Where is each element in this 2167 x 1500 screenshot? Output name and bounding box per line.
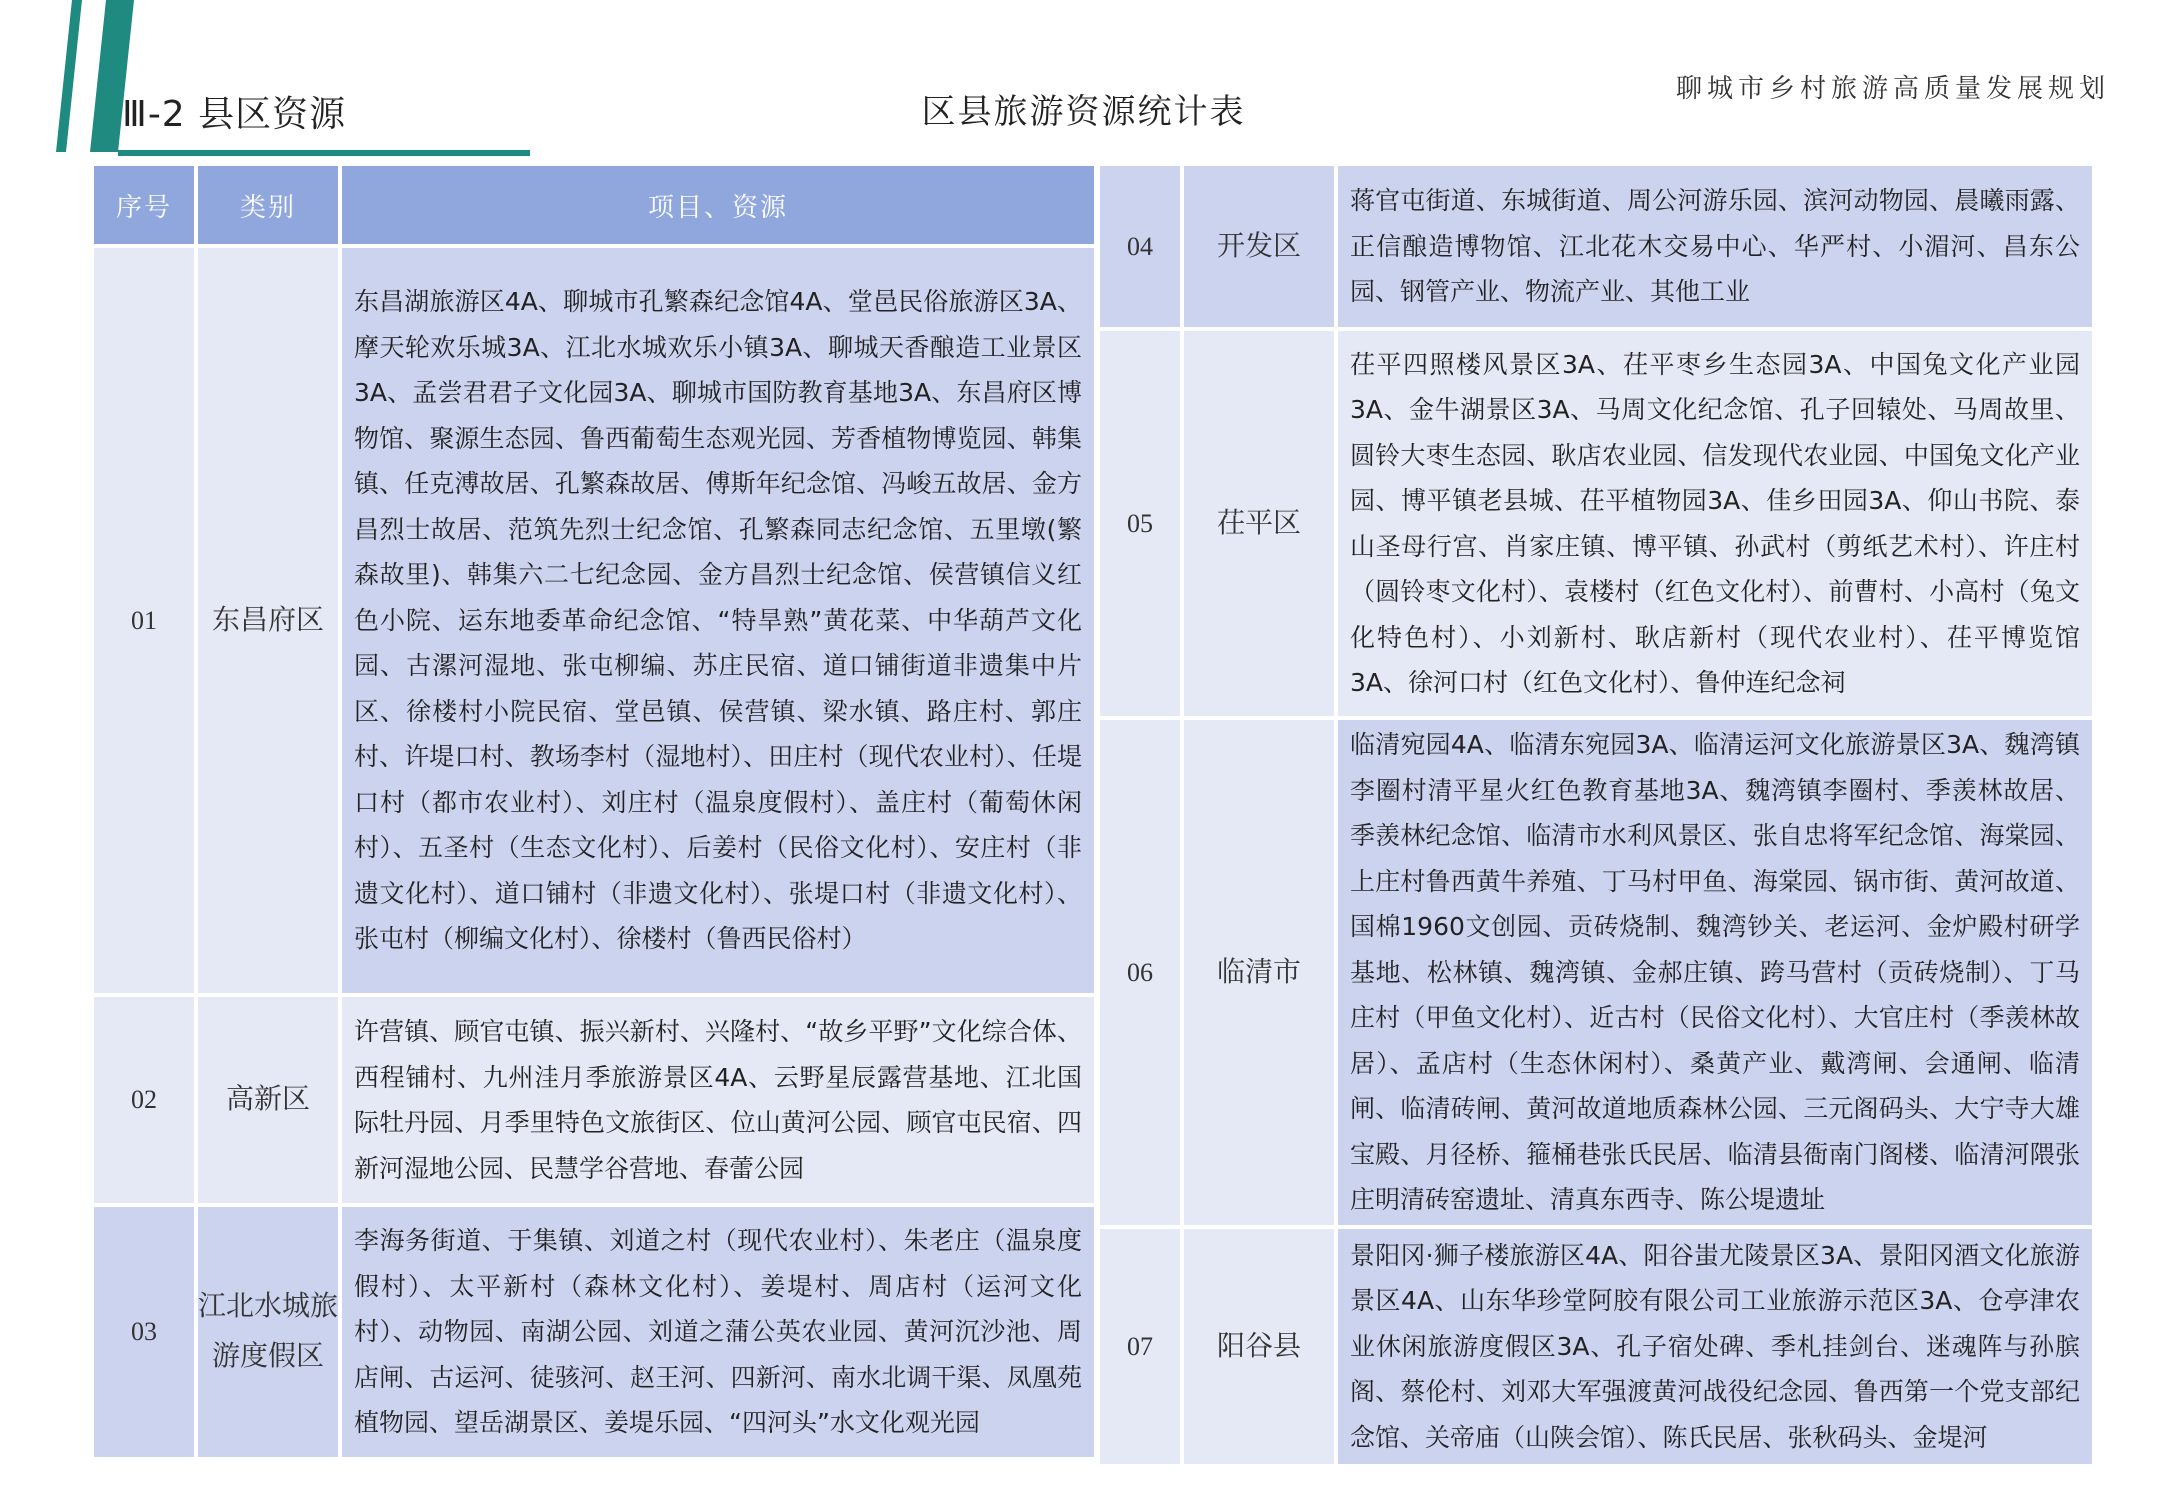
row-category: 临清市 [1184,720,1334,1225]
table-row [94,997,1094,1203]
document-title: 聊城市乡村旅游高质量发展规划 [1675,74,2110,104]
row-number: 06 [1100,720,1180,1225]
row-items: 茌平四照楼风景区3A、茌平枣乡生态园3A、中国兔文化产业园3A、金牛湖景区3A、马周文化纪念馆、孔子回辕处、马周故里、圆铃大枣生态园、耿店农业园、信发现代农业园、中国兔文化产业园、博平镇老县城、茌平植物园3A、佳乡田园3A、仰山书院、泰山圣母行宫、肖家庄镇、博平镇、孙武村（剪纸艺术村）、许庄村（圆铃枣文化村）、袁楼村（红色文化村）、前曹村、小高村（兔文化特色村）、小刘新村、耿店新村（现代农业村）、茌平博览馆3A、徐河口村（红色文化村）、鲁仲连纪念祠 [1338,331,2092,716]
row-category: 高新区 [198,997,338,1203]
row-items: 临清宛园4A、临清东宛园3A、临清运河文化旅游景区3A、魏湾镇李圈村清平星火红色教育基地3A、魏湾镇李圈村、季羡林故居、季羡林纪念馆、临清市水利风景区、张自忠将军纪念馆、海棠园、上庄村鲁西黄牛养殖、丁马村甲鱼、海棠园、锅市街、黄河故道、国棉1960文创园、贡砖烧制、魏湾钞关、老运河、金炉殿村研学基地、松林镇、魏湾镇、金郝庄镇、跨马营村（贡砖烧制）、丁马庄村（甲鱼文化村）、近古村（民俗文化村）、大官庄村（季羡林故居）、孟店村（生态休闲村）、桑黄产业、戴湾闸、会通闸、临清闸、临清砖闸、黄河故道地质森林公园、三元阁码头、大宁寺大雄宝殿、月径桥、箍桶巷张氏民居、临清县衙南门阁楼、临清河隈张庄明清砖窑遗址、清真东西寺、陈公堤遗址 [1338,720,2092,1225]
table-title: 区县旅游资源统计表 [921,92,1246,132]
table-row [1100,720,2092,1225]
row-number: 03 [94,1207,194,1457]
column-header-category: 类别 [198,166,338,244]
row-number: 07 [1100,1229,1180,1464]
column-header-number: 序号 [94,166,194,244]
row-items: 李海务街道、于集镇、刘道之村（现代农业村）、朱老庄（温泉度假村）、太平新村（森林文化村）、姜堤村、周店村（运河文化村）、动物园、南湖公园、刘道之蒲公英农业园、黄河沉沙池、周店闸、古运河、徒骇河、赵王河、四新河、南水北调干渠、凤凰苑植物园、望岳湖景区、姜堤乐园、“四河头”水文化观光园 [342,1207,1094,1457]
row-category: 江北水城旅游度假区 [198,1207,338,1457]
row-number: 02 [94,997,194,1203]
table-header-row [94,166,1094,244]
row-number: 04 [1100,166,1180,327]
section-title: Ⅲ-2 县区资源 [122,94,347,135]
column-header-items: 项目、资源 [342,166,1094,244]
row-category: 开发区 [1184,166,1334,327]
row-category: 东昌府区 [198,248,338,993]
table-row [1100,1229,2092,1464]
table-row [94,1207,1094,1457]
section-underline [118,150,530,156]
row-category: 阳谷县 [1184,1229,1334,1464]
row-items: 东昌湖旅游区4A、聊城市孔繁森纪念馆4A、堂邑民俗旅游区3A、摩天轮欢乐城3A、江北水城欢乐小镇3A、聊城天香酿造工业景区3A、孟尝君君子文化园3A、聊城市国防教育基地3A、东昌府区博物馆、聚源生态园、鲁西葡萄生态观光园、芳香植物博览园、韩集镇、任克溥故居、孔繁森故居、傅斯年纪念馆、冯峻五故居、金方昌烈士故居、范筑先烈士纪念馆、孔繁森同志纪念馆、五里墩(繁森故里)、韩集六二七纪念园、金方昌烈士纪念馆、侯营镇信义红色小院、运东地委革命纪念馆、“特旱熟”黄花菜、中华葫芦文化园、古漯河湿地、张屯柳编、苏庄民宿、道口铺街道非遗集中片区、徐楼村小院民宿、堂邑镇、侯营镇、梁水镇、路庄村、郭庄村、许堤口村、教场李村（湿地村）、田庄村（现代农业村）、任堤口村（都市农业村）、刘庄村（温泉度假村）、盖庄村（葡萄休闲村）、五圣村（生态文化村）、后姜村（民俗文化村）、安庄村（非遗文化村）、道口铺村（非遗文化村）、张堤口村（非遗文化村）、张屯村（柳编文化村）、徐楼村（鲁西民俗村） [342,248,1094,993]
row-items: 许营镇、顾官屯镇、振兴新村、兴隆村、“故乡平野”文化综合体、西程铺村、九州洼月季旅游景区4A、云野星辰露营基地、江北国际牡丹园、月季里特色文旅街区、位山黄河公园、顾官屯民宿、四新河湿地公园、民慧学谷营地、春蕾公园 [342,997,1094,1203]
row-number: 01 [94,248,194,993]
table-row [1100,331,2092,716]
row-category: 茌平区 [1184,331,1334,716]
resource-table-left [90,162,1098,1461]
table-row [1100,166,2092,327]
table-row [94,248,1094,993]
row-items: 蒋官屯街道、东城街道、周公河游乐园、滨河动物园、晨曦雨露、正信酿造博物馆、江北花木交易中心、华严村、小湄河、昌东公园、钢管产业、物流产业、其他工业 [1338,166,2092,327]
resource-table-right [1096,162,2096,1468]
row-items: 景阳冈·狮子楼旅游区4A、阳谷蚩尤陵景区3A、景阳冈酒文化旅游景区4A、山东华珍堂阿胶有限公司工业旅游示范区3A、仓亭津农业休闲旅游度假区3A、孔子宿处碑、季札挂剑台、迷魂阵与孙膑阁、蔡伦村、刘邓大军强渡黄河战役纪念园、鲁西第一个党支部纪念馆、关帝庙（山陕会馆）、陈氏民居、张秋码头、金堤河 [1338,1229,2092,1464]
row-number: 05 [1100,331,1180,716]
